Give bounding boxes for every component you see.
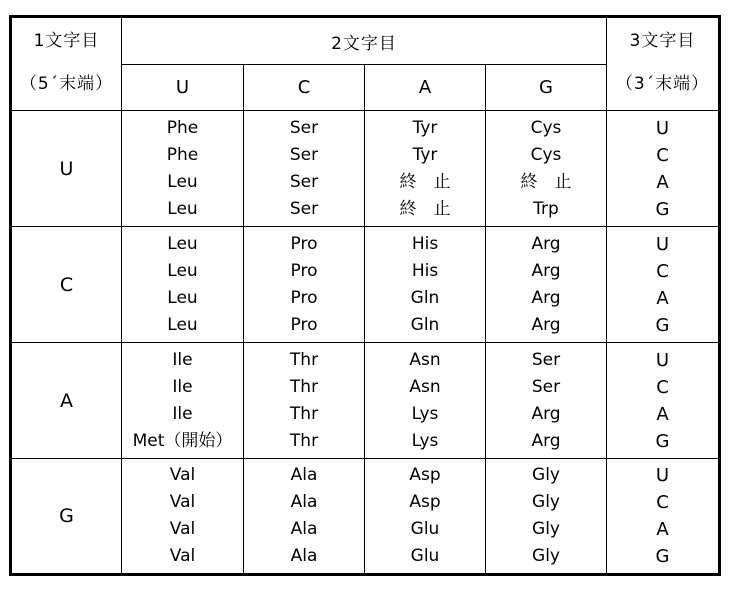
amino-acid: Phe [166,144,199,165]
third-base: A [656,403,669,425]
amino-acid: Phe [166,117,199,138]
amino-acid: Ser [531,349,561,370]
amino-acid: Asn [409,349,441,370]
amino-acid: Cys [530,144,562,165]
amino-acid: Leu [167,198,198,219]
amino-acid: 終 止 [399,171,451,192]
codon-row-c [11,227,720,343]
amino-acid: Val [169,546,196,566]
amino-acid: Gln [410,314,440,335]
amino-acid: Leu [167,260,198,281]
amino-acid: Pro [290,233,318,254]
second-letter-label: 2文字目 [122,17,607,65]
second-base-u: U [122,65,244,111]
amino-acid: Gly [532,465,560,485]
first-base-cell: C [11,227,122,343]
amino-acid: Gly [532,546,560,566]
codon-row-u [11,111,720,227]
third-base: A [656,287,669,309]
first-base-cell: U [11,111,122,227]
third-base-cell [607,227,720,343]
amino-acid: 終 止 [520,171,572,192]
amino-acid: Ile [172,403,193,424]
amino-acid: Pro [290,287,318,308]
amino-acid-cell-cg [486,227,607,343]
second-base-c: C [244,65,365,111]
amino-acid: Tyr [412,117,438,138]
third-base: C [656,376,669,398]
amino-acid: His [411,260,439,281]
third-base: C [656,492,669,513]
amino-acid-cell-ag [486,343,607,459]
amino-acid: Leu [167,287,198,308]
first-letter-header [11,17,122,111]
amino-acid-cell-ug [486,111,607,227]
third-base-cell [607,343,720,459]
third-base: C [656,260,669,282]
amino-acid: Asn [409,376,441,397]
amino-acid-cell-ac [244,343,365,459]
amino-acid: Arg [531,260,561,281]
amino-acid: Lys [411,403,439,424]
third-base-cell [607,459,720,575]
amino-acid: Thr [289,349,319,370]
third-base: U [655,117,670,139]
first-letter-label: 1文字目 [33,31,100,51]
amino-acid: Asp [409,492,441,512]
third-base: U [655,349,670,371]
amino-acid: Pro [290,260,318,281]
second-base-a: A [365,65,486,111]
five-prime-end-label: （5´末端） [19,74,114,94]
amino-acid: Thr [289,403,319,424]
third-base: G [655,546,670,567]
third-base: A [656,519,669,540]
amino-acid: Ser [289,171,319,192]
amino-acid-cell-cc [244,227,365,343]
third-base: G [655,198,670,220]
amino-acid: Arg [531,287,561,308]
amino-acid: Ala [290,492,318,512]
amino-acid-cell-gg [486,459,607,575]
amino-acid: Glu [410,546,440,566]
amino-acid: Val [169,465,196,485]
third-base: U [655,233,670,255]
codon-body [11,111,720,575]
amino-acid: Gln [410,287,440,308]
amino-acid-cell-uu [122,111,244,227]
third-letter-label: 3文字目 [629,31,696,51]
amino-acid: Asp [409,465,441,485]
amino-acid: Gly [532,492,560,512]
codon-row-g [11,459,720,575]
amino-acid: His [411,233,439,254]
amino-acid: Pro [290,314,318,335]
amino-acid-cell-ua [365,111,486,227]
amino-acid: Ala [290,546,318,566]
third-base: C [656,144,669,166]
amino-acid: Leu [167,233,198,254]
amino-acid-cell-au [122,343,244,459]
first-base-cell: G [11,459,122,575]
amino-acid: Arg [531,314,561,335]
amino-acid: Ser [289,117,319,138]
second-base-g: G [486,65,607,111]
first-base-cell: A [11,343,122,459]
amino-acid: Tyr [412,144,438,165]
amino-acid-cell-ca [365,227,486,343]
amino-acid-cell-aa [365,343,486,459]
third-base: G [655,430,670,452]
amino-acid: Ile [172,349,193,370]
amino-acid: Glu [410,519,440,539]
amino-acid: Leu [167,171,198,192]
amino-acid: Val [169,492,196,512]
amino-acid-cell-ga [365,459,486,575]
amino-acid: Cys [530,117,562,138]
amino-acid: 終 止 [399,198,451,219]
third-base: U [655,465,670,486]
amino-acid: Trp [533,198,559,219]
amino-acid: Met（開始） [132,430,233,451]
codon-row-a [11,343,720,459]
amino-acid: Thr [289,430,319,451]
amino-acid: Val [169,519,196,539]
amino-acid: Arg [531,403,561,424]
amino-acid: Gly [532,519,560,539]
third-base-cell [607,111,720,227]
third-letter-header [607,17,720,111]
third-base: G [655,314,670,336]
amino-acid-cell-cu [122,227,244,343]
amino-acid: Arg [531,430,561,451]
amino-acid: Ala [290,519,318,539]
amino-acid: Ser [531,376,561,397]
amino-acid: Ala [290,465,318,485]
amino-acid-cell-gc [244,459,365,575]
amino-acid: Leu [167,314,198,335]
three-prime-end-label: （3´末端） [615,74,710,94]
amino-acid: Ser [289,144,319,165]
amino-acid: Ser [289,198,319,219]
third-base: A [656,171,669,193]
amino-acid: Ile [172,376,193,397]
amino-acid-cell-gu [122,459,244,575]
amino-acid-cell-uc [244,111,365,227]
amino-acid: Lys [411,430,439,451]
codon-table [9,15,721,576]
amino-acid: Thr [289,376,319,397]
amino-acid: Arg [531,233,561,254]
